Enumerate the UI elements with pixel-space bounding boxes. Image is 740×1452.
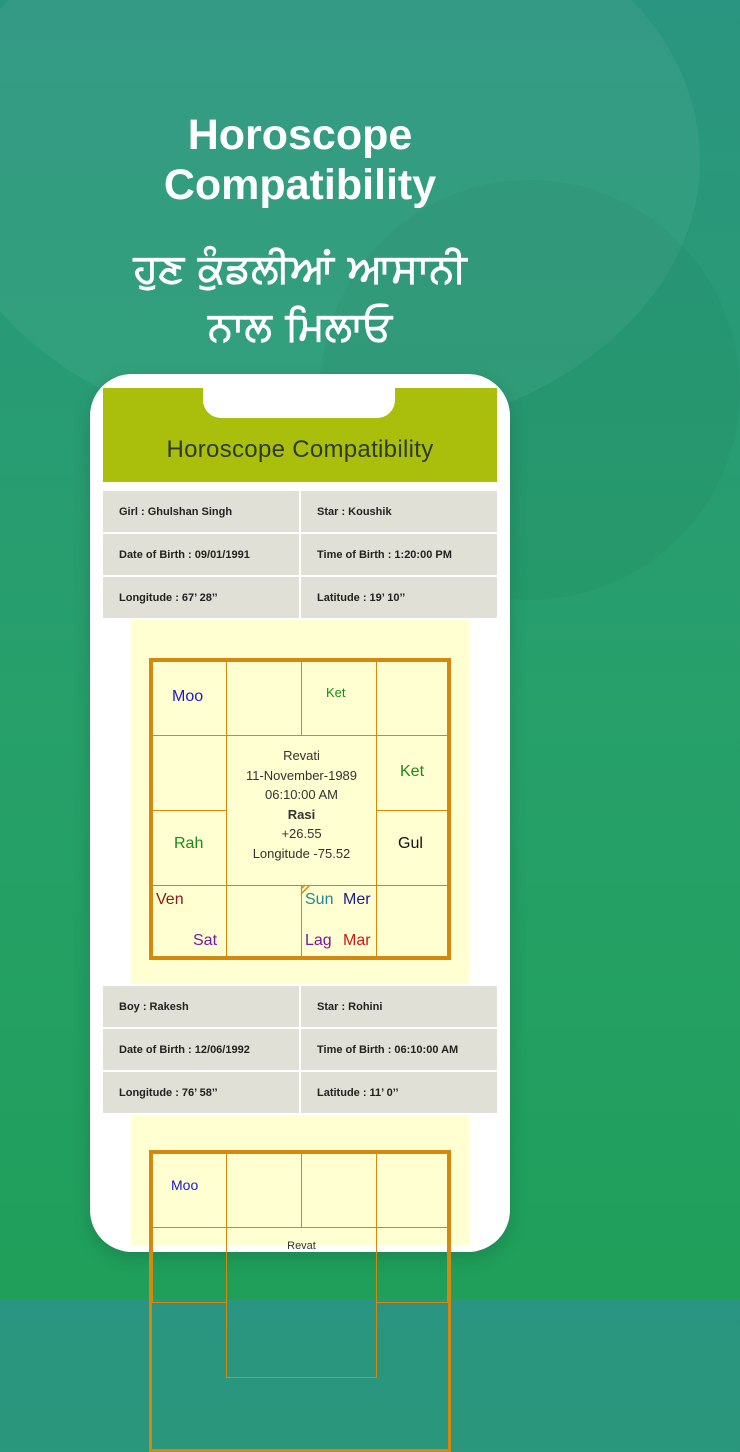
chart-house [226, 1153, 302, 1228]
chart-house [226, 885, 302, 957]
planet-ketu: Ket [400, 763, 425, 780]
details-row [103, 986, 497, 1027]
promo-subtitle [0, 240, 600, 356]
details-row [103, 577, 497, 618]
center-value: +26.55 [281, 826, 322, 841]
chart-house [376, 1153, 448, 1228]
details-row [103, 1029, 497, 1070]
center-time: 06:10:00 AM [265, 787, 338, 802]
planet-moon: Moo [172, 688, 204, 705]
boy-name: Boy : Rakesh [103, 986, 299, 1027]
promo-title [0, 110, 600, 210]
phone-frame [90, 374, 510, 1252]
planet-mars: Mar [343, 932, 371, 949]
chart-house [376, 885, 448, 957]
chart-center-info [226, 746, 377, 863]
boy-longitude: Longitude : 76’ 58’’ [103, 1072, 299, 1113]
boy-details [103, 986, 497, 1115]
planet-lagna: Lag [305, 932, 332, 949]
girl-details [103, 491, 497, 620]
boy-dob: Date of Birth : 12/06/1992 [103, 1029, 299, 1070]
girl-tob: Time of Birth : 1:20:00 PM [301, 534, 497, 575]
chart-center-info: Revat [287, 1240, 316, 1252]
app-header [103, 388, 497, 482]
details-row [103, 1072, 497, 1113]
planet-rahu: Rah [174, 835, 204, 852]
planet-sun: Sun [305, 891, 334, 908]
boy-star: Star : Rohini [301, 986, 497, 1027]
girl-star: Star : Koushik [301, 491, 497, 532]
boy-rasi-chart [149, 1150, 451, 1452]
boy-chart-area [131, 1115, 469, 1252]
center-star: Revati [283, 748, 320, 763]
chart-house [376, 661, 448, 736]
chart-house [152, 735, 227, 811]
boy-latitude: Latitude : 11’ 0’’ [301, 1072, 497, 1113]
center-longitude: Longitude -75.52 [252, 845, 351, 861]
boy-tob: Time of Birth : 06:10:00 AM [301, 1029, 497, 1070]
planet-saturn: Sat [193, 932, 218, 949]
planet-moon: Moo [171, 1177, 199, 1193]
girl-chart-area [131, 620, 469, 984]
girl-rasi-chart [149, 658, 451, 960]
chart-house [226, 661, 302, 736]
center-date: 11-November-1989 [245, 767, 358, 783]
chart-house [376, 1227, 448, 1303]
chart-house [301, 1153, 377, 1228]
chart-house [152, 1227, 227, 1303]
center-chart-type: Rasi [287, 806, 316, 822]
planet-mercury: Mer [343, 891, 371, 908]
planet-venus: Ven [156, 891, 184, 908]
header-title: Horoscope Compatibility [166, 436, 434, 463]
girl-latitude: Latitude : 19’ 10’’ [301, 577, 497, 618]
details-row [103, 534, 497, 575]
details-row [103, 491, 497, 532]
girl-name: Girl : Ghulshan Singh [103, 491, 299, 532]
promo-subtitle-line: ਨਾਲ ਮਿਲਾਓ [208, 304, 392, 350]
app-screen [103, 388, 497, 1252]
promo-title-line: Compatibility [163, 161, 437, 209]
planet-gulika: Gul [398, 835, 423, 852]
girl-longitude: Longitude : 67’ 28’’ [103, 577, 299, 618]
phone-notch [203, 388, 395, 418]
planet-ketu: Ket [326, 685, 346, 700]
girl-dob: Date of Birth : 09/01/1991 [103, 534, 299, 575]
promo-subtitle-line: ਹੁਣ ਕੁੰਡਲੀਆਂ ਆਸਾਨੀ [133, 246, 467, 292]
promo-title-line: Horoscope [187, 111, 413, 159]
